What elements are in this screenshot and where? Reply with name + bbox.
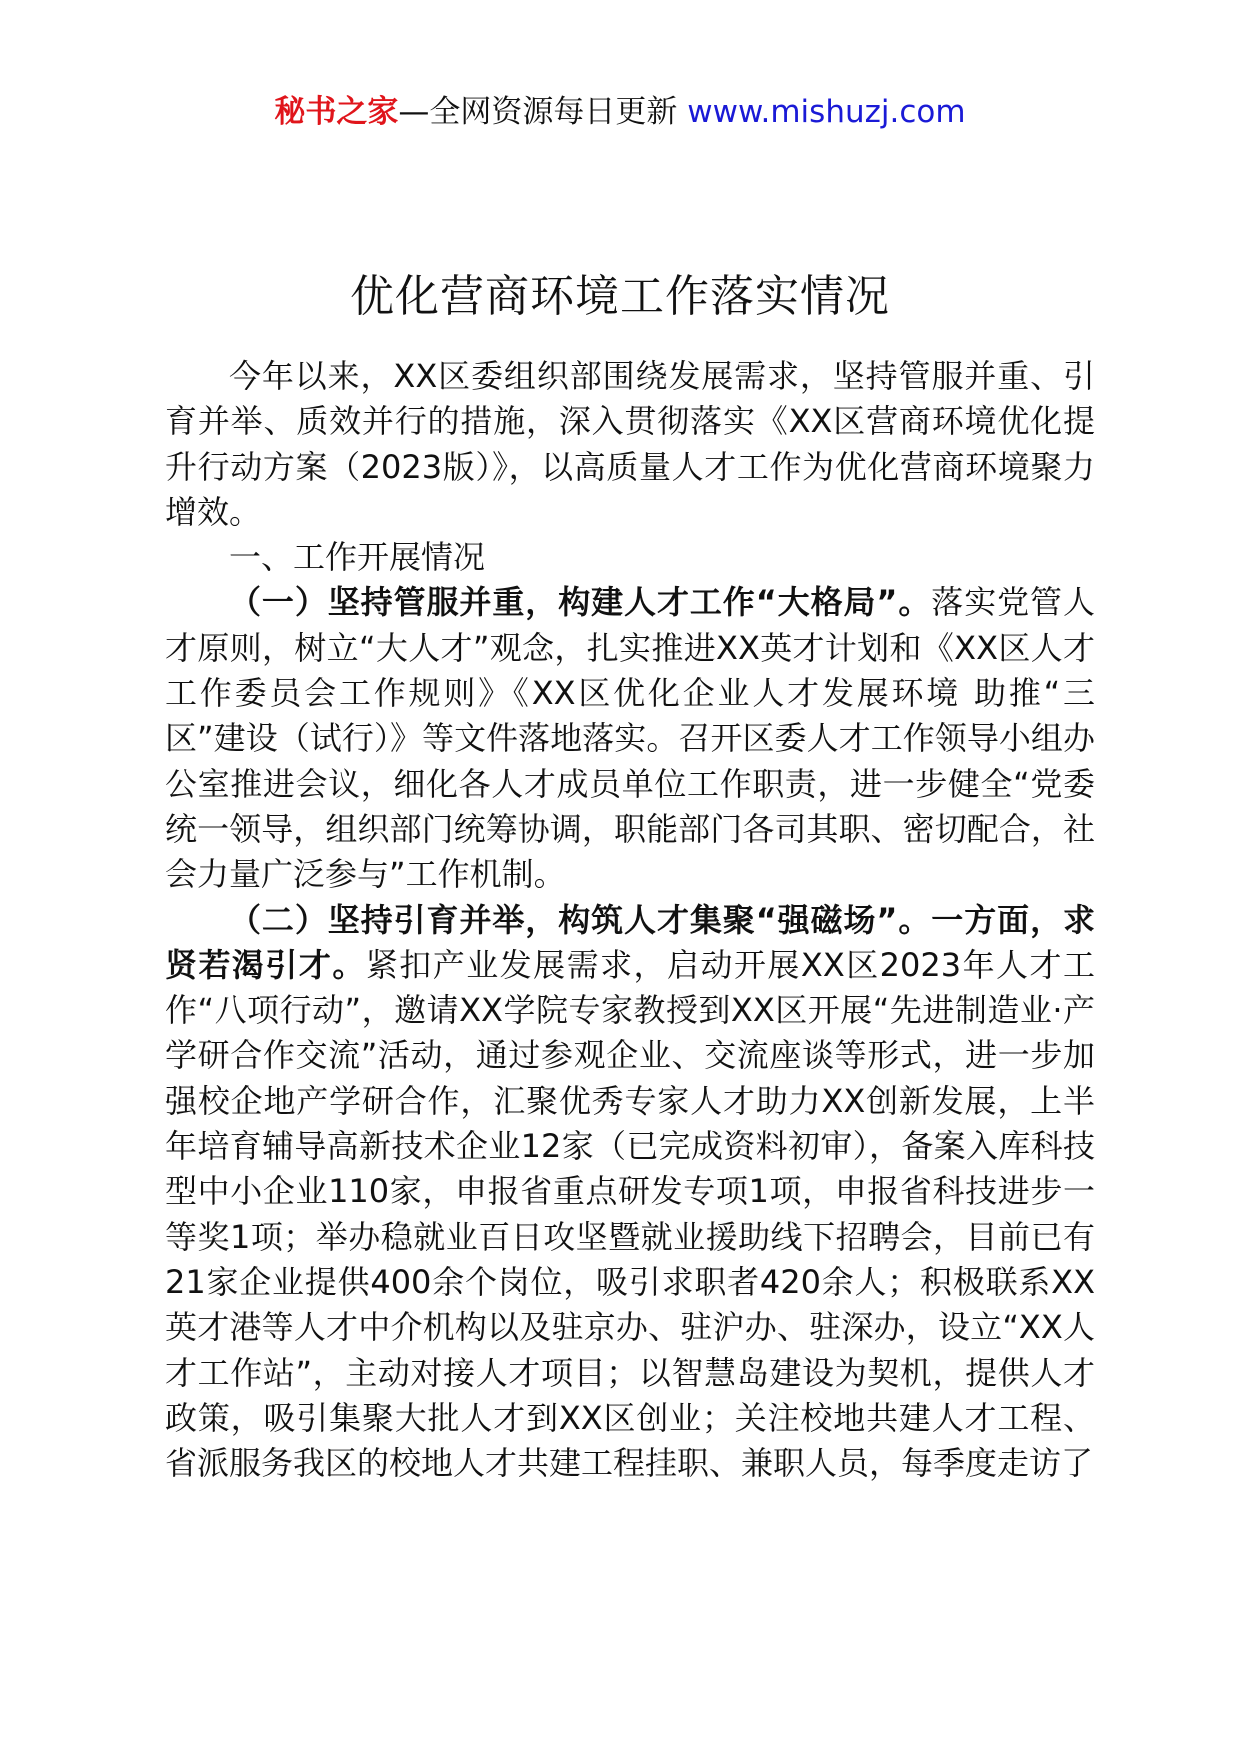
banner-url[interactable]: www.mishuzj.com [687,94,966,130]
banner-brand: 秘书之家 [274,94,399,130]
item-2-heading: （二）坚持引育并举，构筑人才集聚“强磁场”。一方面，求贤若渴引才。 [165,900,1095,984]
intro-paragraph: 今年以来，XX区委组织部围绕发展需求，坚持管服并重、引育并举、质效并行的措施，深入贯彻落实《XX区营商环境优化提升行动方案（2023版）》，以高质量人才工作为优化营商环境聚力增效。 [165,357,1095,531]
item-2-text: 紧扣产业发展需求，启动开展XX区2023年人才工作“八项行动”，邀请XX学院专家教授到XX区开展“先进制造业·产学研合作交流”活动，通过参观企业、交流座谈等形式，进一步加强校企地产学研合作，汇聚优秀专家人才助力XX创新发展，上半年培育辅导高新技术企业12家（已完成资料初审），备案入库科技型中小企业110家，申报省重点研发专项1项，申报省科技进步一等奖1项；举办稳就业百日攻坚暨就业援助线下招聘会，目前已有21家企业提供400余个岗位，吸引求职者420余人；积极联系XX英才港等人才中介机构以及驻京办、驻沪办、驻深办，设立“XX人才工作站”，主动对接人才项目；以智慧岛建设为契机，提供人才政策，吸引集聚大批人才到XX区创业；关注校地共建人才工程、省派服务我区的校地人才共建工程挂职、兼职人员，每季度走访了 [165,945,1095,1483]
section-heading: 一、工作开展情况 [229,538,486,577]
item-2-paragraph [165,898,1095,1487]
item-1-paragraph [165,580,1095,897]
document-title: 优化营商环境工作落实情况 [350,271,890,323]
banner-tagline: —全网资源每日更新 [398,94,688,130]
site-banner [0,92,1240,132]
item-1-heading: （一）坚持管服并重，构建人才工作“大格局”。 [229,583,932,622]
item-1-text: 落实党管人才原则，树立“大人才”观念，扎实推进XX英才计划和《XX区人才工作委员会工作规则》《XX区优化企业人才发展环境 助推“三区”建设（试行）》等文件落地落实。召开区委人才工作领导小组办公室推进会议，细化各人才成员单位工作职责，进一步健全“党委统一领导，组织部门统筹协调，职能部门各司其职、密切配合，社会力量广泛参与”工作机制。 [165,583,1095,894]
document-body [165,354,1095,1486]
